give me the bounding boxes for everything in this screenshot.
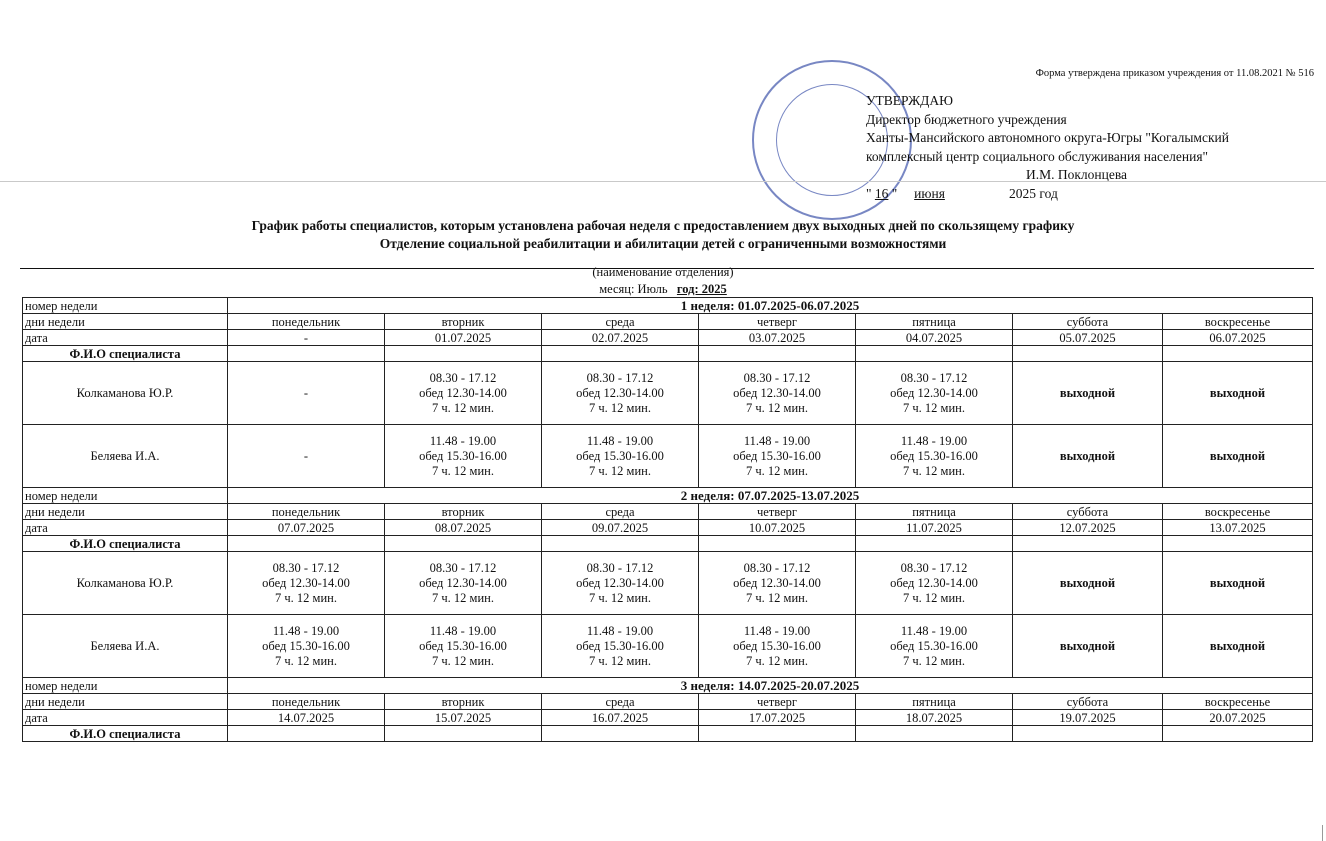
empty-cell — [228, 346, 385, 362]
weekday-header: суббота — [1013, 314, 1163, 330]
date-label: дата — [23, 330, 228, 346]
day-off-cell — [1013, 615, 1163, 678]
weekday-header: четверг — [699, 504, 856, 520]
empty-cell — [542, 726, 699, 742]
shift-hours: 08.30 - 17.12 — [586, 560, 654, 575]
shift-hours: 08.30 - 17.12 — [900, 560, 968, 575]
day-off-text: выходной — [1059, 638, 1116, 653]
year-label: год: 2025 — [676, 282, 727, 296]
empty-cell — [1163, 346, 1313, 362]
shift-duration: 7 ч. 12 мин. — [746, 400, 808, 415]
date-cell: 06.07.2025 — [1163, 330, 1313, 346]
date-cell: 09.07.2025 — [542, 520, 699, 536]
shift-hours: 08.30 - 17.12 — [272, 560, 340, 575]
shift-duration: 7 ч. 12 мин. — [589, 590, 651, 605]
week-title: 1 неделя: 01.07.2025-06.07.2025 — [228, 298, 1313, 314]
lunch-break: обед 15.30-16.00 — [890, 638, 978, 653]
shift-cell — [385, 552, 542, 615]
date-cell: 04.07.2025 — [856, 330, 1013, 346]
day-off-cell — [1163, 362, 1313, 425]
specialist-name: Беляева И.А. — [23, 425, 228, 488]
scan-edge-mark — [1322, 825, 1323, 841]
date-cell: 18.07.2025 — [856, 710, 1013, 726]
shift-hours: 08.30 - 17.12 — [429, 370, 497, 385]
shift-cell — [228, 615, 385, 678]
weekdays-label: дни недели — [23, 694, 228, 710]
shift-cell — [228, 552, 385, 615]
weekday-header: суббота — [1013, 504, 1163, 520]
weekday-header: вторник — [385, 314, 542, 330]
date-cell: 14.07.2025 — [228, 710, 385, 726]
lunch-break: обед 12.30-14.00 — [262, 575, 350, 590]
shift-cell — [856, 362, 1013, 425]
lunch-break: обед 15.30-16.00 — [576, 448, 664, 463]
schedule-body — [23, 298, 1313, 742]
shift-hours: 11.48 - 19.00 — [586, 433, 654, 448]
shift-hours: - — [303, 448, 309, 463]
weekday-header: вторник — [385, 504, 542, 520]
weekday-header: воскресенье — [1163, 314, 1313, 330]
empty-cell — [228, 726, 385, 742]
empty-cell — [1163, 726, 1313, 742]
date-cell: 13.07.2025 — [1163, 520, 1313, 536]
day-off-text: выходной — [1059, 385, 1116, 400]
shift-duration: 7 ч. 12 мин. — [589, 400, 651, 415]
lunch-break: обед 15.30-16.00 — [733, 448, 821, 463]
weekday-header: среда — [542, 314, 699, 330]
lunch-break: обед 15.30-16.00 — [733, 638, 821, 653]
empty-cell — [856, 536, 1013, 552]
weekday-header: четверг — [699, 694, 856, 710]
date-cell: 12.07.2025 — [1013, 520, 1163, 536]
weekday-header: четверг — [699, 314, 856, 330]
shift-hours: 08.30 - 17.12 — [429, 560, 497, 575]
shift-cell — [699, 362, 856, 425]
shift-cell — [542, 615, 699, 678]
day-off-cell — [1163, 425, 1313, 488]
empty-cell — [1013, 346, 1163, 362]
empty-cell — [856, 726, 1013, 742]
week-title: 2 неделя: 07.07.2025-13.07.2025 — [228, 488, 1313, 504]
empty-cell — [1163, 536, 1313, 552]
empty-cell — [542, 346, 699, 362]
empty-cell — [385, 726, 542, 742]
date-cell: - — [228, 330, 385, 346]
empty-cell — [1013, 726, 1163, 742]
date-cell: 10.07.2025 — [699, 520, 856, 536]
approval-year: 2025 год — [1009, 185, 1058, 201]
lunch-break: обед 12.30-14.00 — [733, 385, 821, 400]
week-number-label: номер недели — [23, 488, 228, 504]
approve-line: Ханты-Мансийского автономного округа-Югры "Когалымский — [866, 130, 1229, 145]
empty-cell — [699, 726, 856, 742]
day-off-text: выходной — [1209, 575, 1266, 590]
day-off-cell — [1013, 552, 1163, 615]
weekday-header: среда — [542, 694, 699, 710]
shift-cell — [699, 425, 856, 488]
shift-cell — [385, 362, 542, 425]
shift-cell — [228, 362, 385, 425]
week-number-label: номер недели — [23, 298, 228, 314]
specialist-header: Ф.И.О специалиста — [23, 726, 228, 742]
lunch-break: обед 12.30-14.00 — [419, 575, 507, 590]
shift-cell — [699, 615, 856, 678]
weekday-header: пятница — [856, 504, 1013, 520]
shift-hours: 08.30 - 17.12 — [743, 560, 811, 575]
shift-duration: 7 ч. 12 мин. — [903, 400, 965, 415]
lunch-break: обед 15.30-16.00 — [419, 638, 507, 653]
weekday-header: воскресенье — [1163, 694, 1313, 710]
day-off-text: выходной — [1059, 575, 1116, 590]
shift-cell — [699, 552, 856, 615]
shift-cell — [542, 552, 699, 615]
schedule-table — [22, 297, 1313, 742]
shift-hours: 08.30 - 17.12 — [743, 370, 811, 385]
empty-cell — [856, 346, 1013, 362]
shift-hours: 11.48 - 19.00 — [429, 433, 497, 448]
day-off-text: выходной — [1059, 448, 1116, 463]
lunch-break: обед 12.30-14.00 — [576, 385, 664, 400]
shift-duration: 7 ч. 12 мин. — [746, 590, 808, 605]
shift-duration: 7 ч. 12 мин. — [589, 463, 651, 478]
lunch-break: обед 12.30-14.00 — [890, 385, 978, 400]
shift-duration: 7 ч. 12 мин. — [432, 400, 494, 415]
day-off-cell — [1013, 362, 1163, 425]
date-cell: 05.07.2025 — [1013, 330, 1163, 346]
weekday-header: понедельник — [228, 504, 385, 520]
date-cell: 03.07.2025 — [699, 330, 856, 346]
approve-line: УТВЕРЖДАЮ — [866, 93, 954, 108]
approval-month: июня — [914, 185, 945, 201]
date-cell: 11.07.2025 — [856, 520, 1013, 536]
date-cell: 15.07.2025 — [385, 710, 542, 726]
shift-cell — [856, 615, 1013, 678]
approval-date-line: " 16 " июня 2025 год — [866, 185, 1058, 201]
shift-duration: 7 ч. 12 мин. — [903, 463, 965, 478]
specialist-name: Колкаманова Ю.Р. — [23, 362, 228, 425]
shift-duration: 7 ч. 12 мин. — [589, 653, 651, 668]
date-cell: 19.07.2025 — [1013, 710, 1163, 726]
shift-hours: 11.48 - 19.00 — [429, 623, 497, 638]
weekday-header: среда — [542, 504, 699, 520]
specialist-name: Беляева И.А. — [23, 615, 228, 678]
shift-hours: 11.48 - 19.00 — [743, 433, 811, 448]
lunch-break: обед 12.30-14.00 — [419, 385, 507, 400]
weekday-header: понедельник — [228, 314, 385, 330]
shift-duration: 7 ч. 12 мин. — [275, 653, 337, 668]
date-cell: 20.07.2025 — [1163, 710, 1313, 726]
day-off-text: выходной — [1209, 638, 1266, 653]
shift-cell — [856, 425, 1013, 488]
empty-cell — [699, 346, 856, 362]
scan-fold-line — [0, 181, 1326, 182]
empty-cell — [228, 536, 385, 552]
day-off-text: выходной — [1209, 385, 1266, 400]
lunch-break: обед 15.30-16.00 — [262, 638, 350, 653]
shift-duration: 7 ч. 12 мин. — [746, 653, 808, 668]
document-title: График работы специалистов, которым установлена рабочая неделя с предоставлением двух выходных дней по скользящему графику — [251, 218, 1075, 233]
approval-block — [866, 92, 1229, 203]
empty-cell — [699, 536, 856, 552]
lunch-break: обед 12.30-14.00 — [576, 575, 664, 590]
date-cell: 08.07.2025 — [385, 520, 542, 536]
shift-hours: 11.48 - 19.00 — [586, 623, 654, 638]
signatory-name: И.М. Поклонцева — [1026, 167, 1128, 182]
date-cell: 01.07.2025 — [385, 330, 542, 346]
lunch-break: обед 15.30-16.00 — [576, 638, 664, 653]
approve-line: комплексный центр социального обслуживания населения" — [866, 148, 1209, 164]
shift-duration: 7 ч. 12 мин. — [746, 463, 808, 478]
week-number-label: номер недели — [23, 678, 228, 694]
day-off-cell — [1163, 615, 1313, 678]
month-label: месяц: Июль — [599, 282, 668, 296]
shift-hours: 08.30 - 17.12 — [900, 370, 968, 385]
day-off-text: выходной — [1209, 448, 1266, 463]
day-off-cell — [1013, 425, 1163, 488]
date-label: дата — [23, 710, 228, 726]
department-title: Отделение социальной реабилитации и абилитации детей с ограниченными возможностями — [379, 236, 947, 251]
month-line — [0, 282, 1326, 297]
shift-duration: 7 ч. 12 мин. — [432, 590, 494, 605]
shift-hours: 11.48 - 19.00 — [900, 433, 968, 448]
shift-duration: 7 ч. 12 мин. — [432, 463, 494, 478]
shift-hours: 11.48 - 19.00 — [272, 623, 340, 638]
weekdays-label: дни недели — [23, 504, 228, 520]
lunch-break: обед 15.30-16.00 — [419, 448, 507, 463]
day-off-cell — [1163, 552, 1313, 615]
weekday-header: пятница — [856, 694, 1013, 710]
shift-hours: 08.30 - 17.12 — [586, 370, 654, 385]
shift-duration: 7 ч. 12 мин. — [903, 653, 965, 668]
lunch-break: обед 12.30-14.00 — [890, 575, 978, 590]
weekday-header: пятница — [856, 314, 1013, 330]
weekdays-label: дни недели — [23, 314, 228, 330]
shift-cell — [385, 615, 542, 678]
shift-duration: 7 ч. 12 мин. — [903, 590, 965, 605]
date-cell: 02.07.2025 — [542, 330, 699, 346]
weekday-header: понедельник — [228, 694, 385, 710]
week-title: 3 неделя: 14.07.2025-20.07.2025 — [228, 678, 1313, 694]
empty-cell — [385, 346, 542, 362]
shift-hours: 11.48 - 19.00 — [900, 623, 968, 638]
empty-cell — [385, 536, 542, 552]
approval-day: 16 — [874, 185, 889, 201]
shift-hours: - — [303, 385, 309, 400]
shift-duration: 7 ч. 12 мин. — [275, 590, 337, 605]
date-label: дата — [23, 520, 228, 536]
shift-cell — [856, 552, 1013, 615]
date-cell: 07.07.2025 — [228, 520, 385, 536]
shift-hours: 11.48 - 19.00 — [743, 623, 811, 638]
shift-cell — [542, 425, 699, 488]
form-approval-note: Форма утверждена приказом учреждения от 11.08.2021 № 516 — [1035, 68, 1314, 79]
shift-duration: 7 ч. 12 мин. — [432, 653, 494, 668]
weekday-header: суббота — [1013, 694, 1163, 710]
weekday-header: воскресенье — [1163, 504, 1313, 520]
specialist-header: Ф.И.О специалиста — [23, 346, 228, 362]
approve-line: Директор бюджетного учреждения — [866, 111, 1067, 127]
lunch-break: обед 12.30-14.00 — [733, 575, 821, 590]
shift-cell — [228, 425, 385, 488]
shift-cell — [385, 425, 542, 488]
date-cell: 16.07.2025 — [542, 710, 699, 726]
lunch-break: обед 15.30-16.00 — [890, 448, 978, 463]
specialist-name: Колкаманова Ю.Р. — [23, 552, 228, 615]
specialist-header: Ф.И.О специалиста — [23, 536, 228, 552]
weekday-header: вторник — [385, 694, 542, 710]
shift-cell — [542, 362, 699, 425]
empty-cell — [542, 536, 699, 552]
department-note: (наименование отделения) — [592, 265, 734, 279]
date-cell: 17.07.2025 — [699, 710, 856, 726]
empty-cell — [1013, 536, 1163, 552]
